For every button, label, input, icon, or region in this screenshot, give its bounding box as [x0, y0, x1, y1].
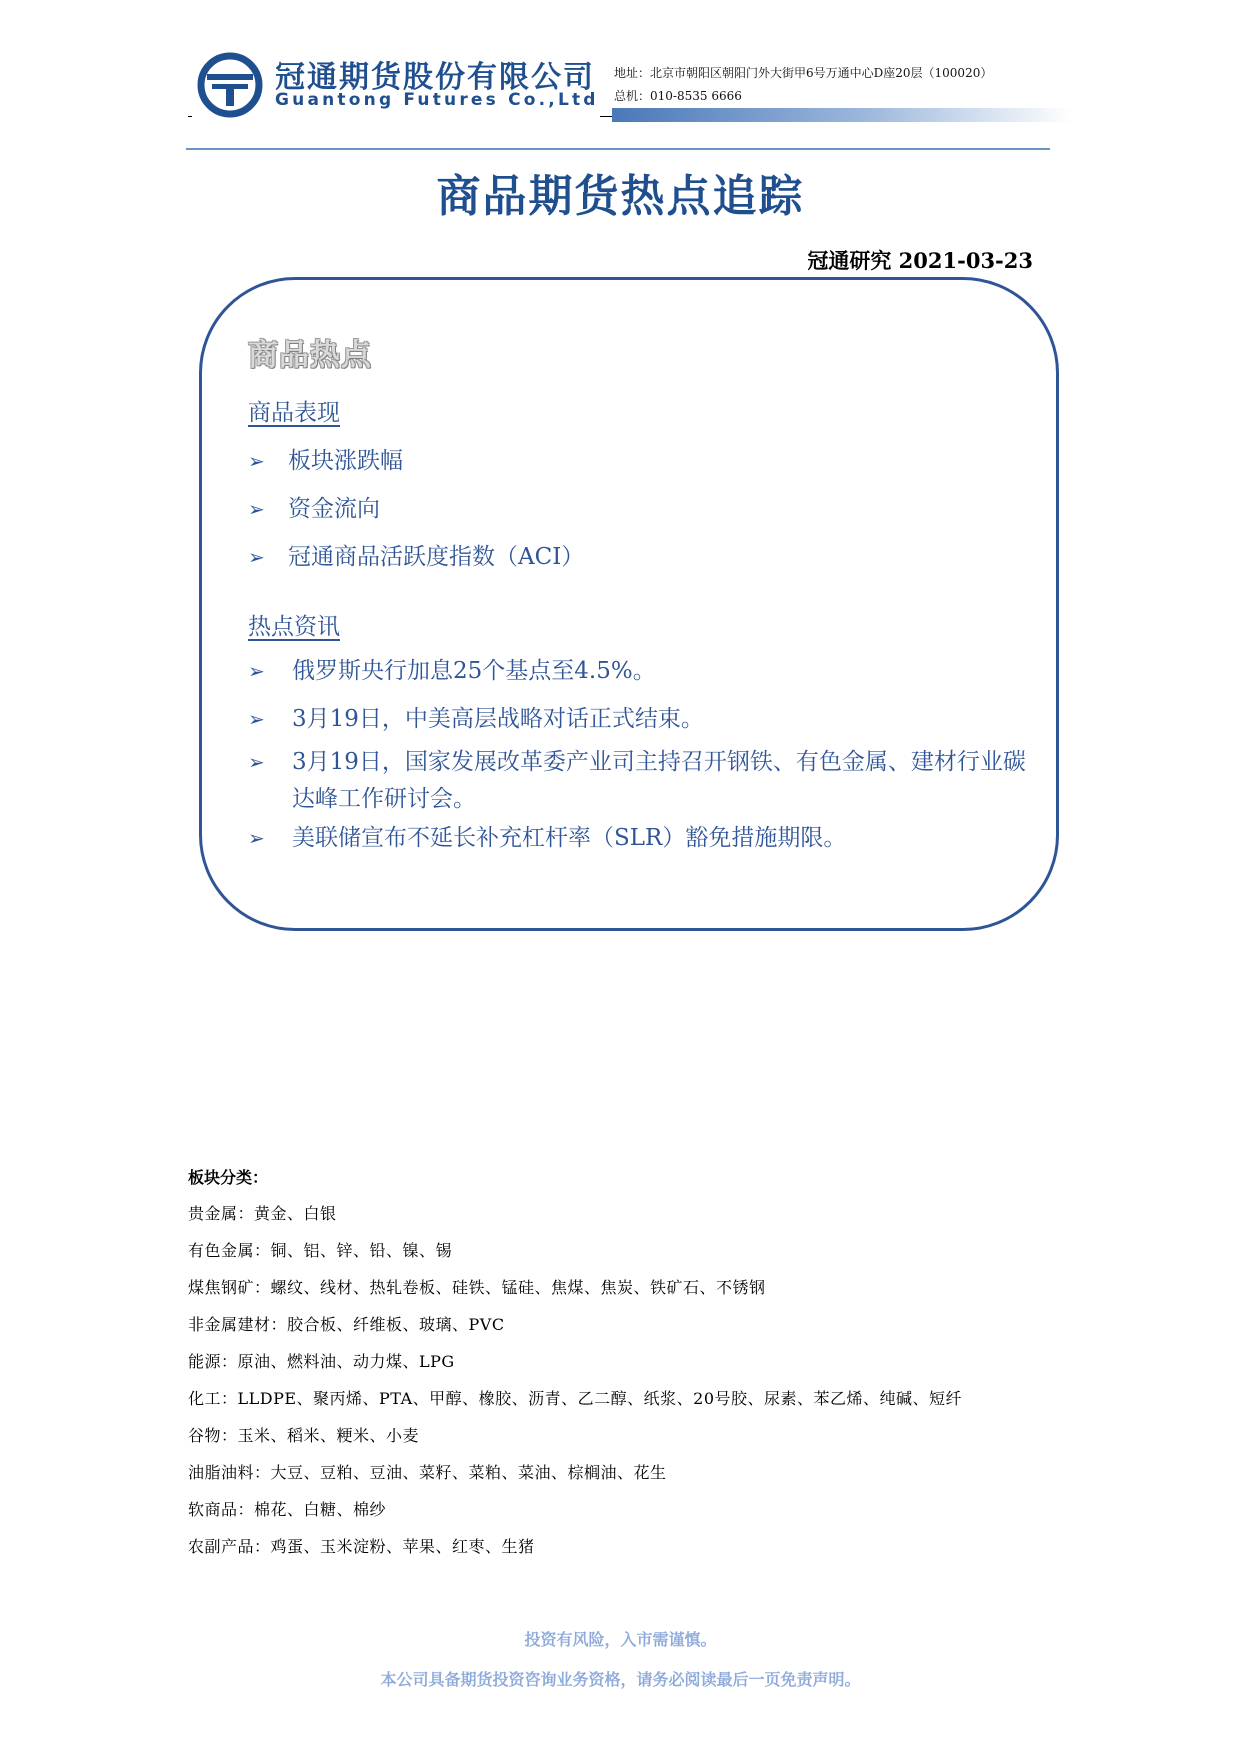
disclaimer-notice: 本公司具备期货投资咨询业务资格，请务必阅读最后一页免责声明。 [380, 1670, 861, 1689]
sector-row: 谷物：玉米、稻米、粳米、小麦 [188, 1426, 420, 1445]
news-item-text: 俄罗斯央行加息25个基点至4.5%。 [292, 658, 656, 684]
hot-topics-heading: 商品热点 [248, 338, 372, 373]
news-item [248, 744, 1028, 818]
news-item-text: 3月19日，国家发展改革委产业司主持召开钢铁、有色金属、建材行业碳达峰工作研讨会。 [292, 749, 1026, 812]
arrow-bullet-icon: ➢ [248, 497, 265, 521]
report-source-date: 冠通研究 2021-03-23 [807, 248, 1033, 273]
page-title: 商品期货热点追踪 [436, 171, 805, 222]
performance-item [248, 490, 380, 523]
sector-row: 煤焦钢矿：螺纹、线材、热轧卷板、硅铁、锰硅、焦煤、焦炭、铁矿石、不锈钢 [188, 1278, 766, 1297]
news-item-text: 3月19日，中美高层战略对话正式结束。 [292, 706, 704, 732]
performance-item-label: 板块涨跌幅 [288, 448, 403, 474]
company-name-cn: 冠通期货股份有限公司 [275, 60, 595, 95]
sector-row: 能源：原油、燃料油、动力煤、LPG [188, 1352, 455, 1371]
header-tick-left [188, 116, 192, 117]
sector-heading: 板块分类： [188, 1168, 269, 1187]
news-item [248, 653, 1028, 690]
arrow-bullet-icon: ➢ [248, 826, 265, 850]
company-logo-icon [197, 52, 263, 118]
arrow-bullet-icon: ➢ [248, 707, 265, 731]
sector-row: 化工：LLDPE、聚丙烯、PTA、甲醇、橡胶、沥青、乙二醇、纸浆、20号胶、尿素、苯乙烯、纯碱、短纤 [188, 1389, 963, 1408]
arrow-bullet-icon: ➢ [248, 449, 265, 473]
arrow-bullet-icon: ➢ [248, 659, 265, 683]
news-item-text: 美联储宣布不延长补充杠杆率（SLR）豁免措施期限。 [292, 825, 847, 851]
news-section-title: 热点资讯 [248, 614, 340, 640]
performance-item [248, 538, 584, 571]
sector-row: 非金属建材：胶合板、纤维板、玻璃、PVC [188, 1315, 505, 1334]
arrow-bullet-icon: ➢ [248, 750, 265, 774]
news-item [248, 701, 1028, 738]
company-address: 地址：北京市朝阳区朝阳门外大街甲6号万通中心D座20层（100020） [614, 66, 993, 80]
risk-warning: 投资有风险，入市需谨慎。 [524, 1630, 717, 1649]
sector-row: 贵金属：黄金、白银 [188, 1204, 337, 1223]
performance-item-label: 资金流向 [288, 496, 380, 522]
company-name-en: Guantong Futures Co.,Ltd [275, 90, 599, 110]
sector-row: 油脂油料：大豆、豆粕、豆油、菜籽、菜粕、菜油、棕榈油、花生 [188, 1463, 667, 1482]
sector-row: 农副产品：鸡蛋、玉米淀粉、苹果、红枣、生猪 [188, 1537, 535, 1556]
company-phone: 总机：010-8535 6666 [614, 89, 742, 103]
header-tick-mid [600, 116, 612, 117]
performance-item [248, 442, 403, 475]
header-divider [186, 148, 1050, 150]
performance-item-label: 冠通商品活跃度指数（ACI） [288, 544, 585, 570]
news-item [248, 820, 1028, 857]
sector-row: 软商品：棉花、白糖、棉纱 [188, 1500, 387, 1519]
header-gradient-bar [612, 108, 1072, 122]
performance-section-title: 商品表现 [248, 400, 340, 426]
arrow-bullet-icon: ➢ [248, 545, 265, 569]
sector-row: 有色金属：铜、铝、锌、铅、镍、锡 [188, 1241, 453, 1260]
